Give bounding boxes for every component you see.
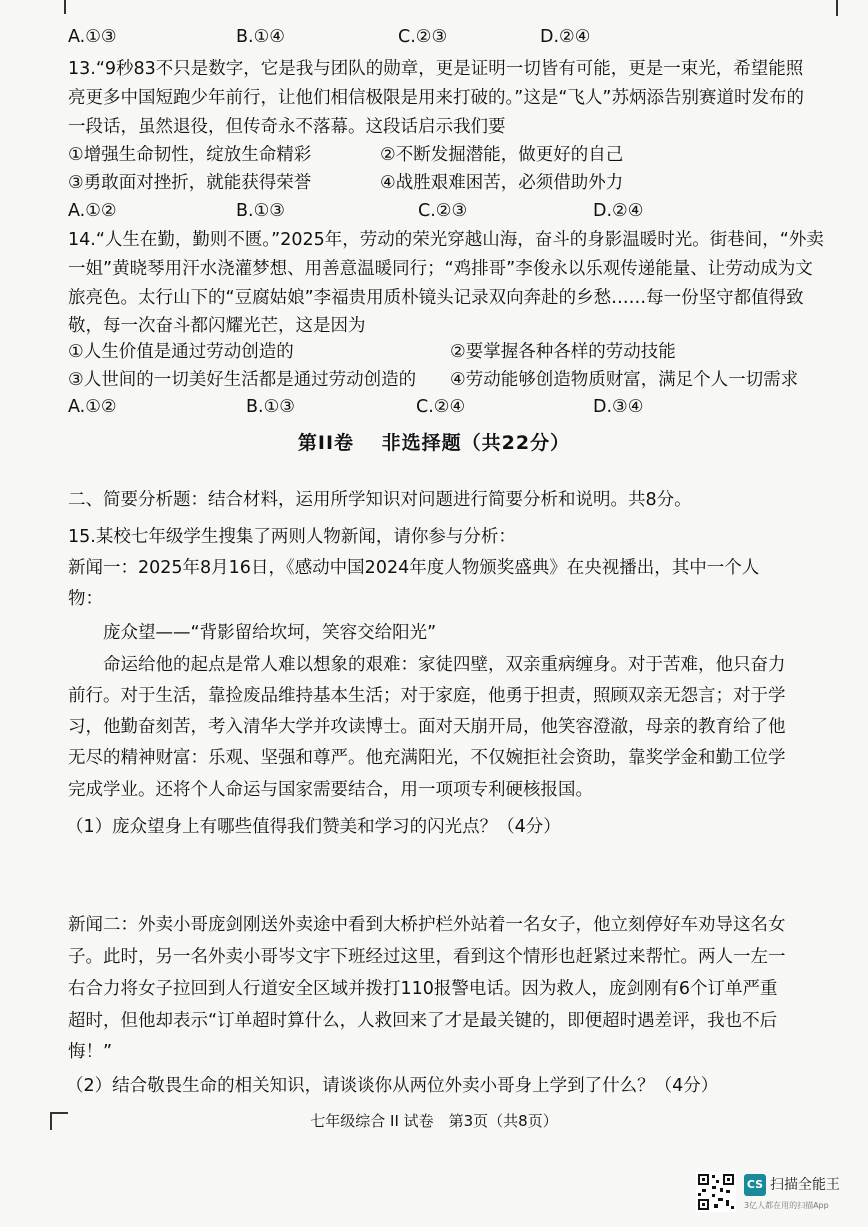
news1-title: 庞众望——“背影留给坎坷，笑容交给阳光” <box>103 623 437 643</box>
statement-2: ②要掌握各种各样的劳动技能 <box>450 342 676 362</box>
news1-line: 新闻一：2025年8月16日，《感动中国2024年度人物颁奖盛典》在央视播出，其中一个人 <box>68 558 760 578</box>
option-b: B.①③ <box>246 397 295 417</box>
news1-body-line: 无尽的精神财富：乐观、坚强和尊严。他充满阳光，不仅婉拒社会资助，靠奖学金和勤工位学 <box>68 748 786 768</box>
option-b: B.①④ <box>236 27 285 47</box>
news2-line: 超时，但他却表示“订单超时算什么，人救回来了才是最关键的，即便超时遇差评，我也不后 <box>68 1011 778 1031</box>
q14-stem-line: 旅亮色。太行山下的“豆腐姑娘”李福贵用质朴镜头记录双向奔赴的乡愁……每一份坚守都值得致 <box>68 288 804 308</box>
option-c: C.②④ <box>416 397 466 417</box>
option-a: A.①② <box>68 397 117 417</box>
option-d: D.②④ <box>593 201 644 221</box>
q13-stem-line: 一段话，虽然退役，但传奇永不落幕。这段话启示我们要 <box>68 117 506 137</box>
news2-line: 悔！” <box>68 1042 113 1062</box>
sub-question-1: （1）庞众望身上有哪些值得我们赞美和学习的闪光点？（4分） <box>66 817 561 837</box>
q15-intro: 15.某校七年级学生搜集了两则人物新闻，请你参与分析： <box>68 527 516 547</box>
part2-heading: 二、简要分析题：结合材料，运用所学知识对问题进行简要分析和说明。共8分。 <box>68 490 692 510</box>
option-c: C.②③ <box>398 27 448 47</box>
statement-3: ③勇敢面对挫折，就能获得荣誉 <box>68 173 312 193</box>
option-d: D.②④ <box>540 27 591 47</box>
crop-mark-top-left <box>64 0 68 14</box>
news1-body-line: 习，他勤奋刻苦，考入清华大学并攻读博士。面对天崩开局，他笑容澄澈，母亲的教育给了他 <box>68 717 786 737</box>
statement-4: ④劳动能够创造物质财富，满足个人一切需求 <box>450 370 799 390</box>
scanner-tagline: 3亿人都在用的扫描App <box>744 1201 829 1210</box>
q13-stem-line: 13.“9秒83不只是数字，它是我与团队的勋章，更是证明一切皆有可能，更是一束光，希望能照 <box>68 59 804 79</box>
option-c: C.②③ <box>418 201 468 221</box>
scanner-watermark <box>696 1170 856 1216</box>
crop-mark-top-right <box>822 0 838 16</box>
qr-code-icon <box>696 1172 736 1212</box>
statement-3: ③人世间的一切美好生活都是通过劳动创造的 <box>68 370 417 390</box>
statement-2: ②不断发掘潜能，做更好的自己 <box>380 145 624 165</box>
scanner-logo-icon: CS <box>744 1174 766 1196</box>
news1-body-line: 前行。对于生活，靠捡废品维持基本生活；对于家庭，他勇于担责，照顾双亲无怨言；对于学 <box>68 686 786 706</box>
sub-question-2: （2）结合敬畏生命的相关知识，请谈谈你从两位外卖小哥身上学到了什么？（4分） <box>66 1076 719 1096</box>
option-b: B.①③ <box>236 201 285 221</box>
statement-4: ④战胜艰难困苦，必须借助外力 <box>380 173 624 193</box>
q13-stem-line: 亮更多中国短跑少年前行，让他们相信极限是用来打破的。”这是“飞人”苏炳添告别赛道时发布的 <box>68 88 804 108</box>
q14-stem-line: 14.“人生在勤，勤则不匮。”2025年，劳动的荣光穿越山海，奋斗的身影温暖时光。街巷间，“外卖 <box>68 230 824 250</box>
option-a: A.①② <box>68 201 117 221</box>
news1-body-line: 完成学业。还将个人命运与国家需要结合，用一项项专利硬核报国。 <box>68 780 593 800</box>
page-footer: 七年级综合 II 试卷 第3页（共8页） <box>310 1112 558 1130</box>
statement-1: ①人生价值是通过劳动创造的 <box>68 342 294 362</box>
scanner-name: 扫描全能王 <box>770 1177 840 1193</box>
news2-line: 新闻二：外卖小哥庞剑刚送外卖途中看到大桥护栏外站着一名女子，他立刻停好车劝导这名女 <box>68 915 786 935</box>
statement-1: ①增强生命韧性，绽放生命精彩 <box>68 145 312 165</box>
q14-stem-line: 一姐”黄晓琴用汗水浇灌梦想、用善意温暖同行；“鸡排哥”李俊永以乐观传递能量、让劳动成为文 <box>68 259 813 279</box>
q14-stem-line: 敬，每一次奋斗都闪耀光芒，这是因为 <box>68 316 366 336</box>
news1-body-line: 命运给他的起点是常人难以想象的艰难：家徒四壁，双亲重病缠身。对于苦难，他只奋力 <box>103 655 786 675</box>
news1-line: 物： <box>68 589 103 609</box>
news2-line: 子。此时，另一名外卖小哥岑文宇下班经过这里，看到这个情形也赶紧过来帮忙。两人一左一 <box>68 947 786 967</box>
news2-line: 右合力将女子拉回到人行道安全区域并拨打110报警电话。因为救人，庞剑刚有6个订单严重 <box>68 979 778 999</box>
section-title: 第II卷 非选择题（共22分） <box>297 432 571 454</box>
option-d: D.③④ <box>593 397 644 417</box>
option-a: A.①③ <box>68 27 117 47</box>
